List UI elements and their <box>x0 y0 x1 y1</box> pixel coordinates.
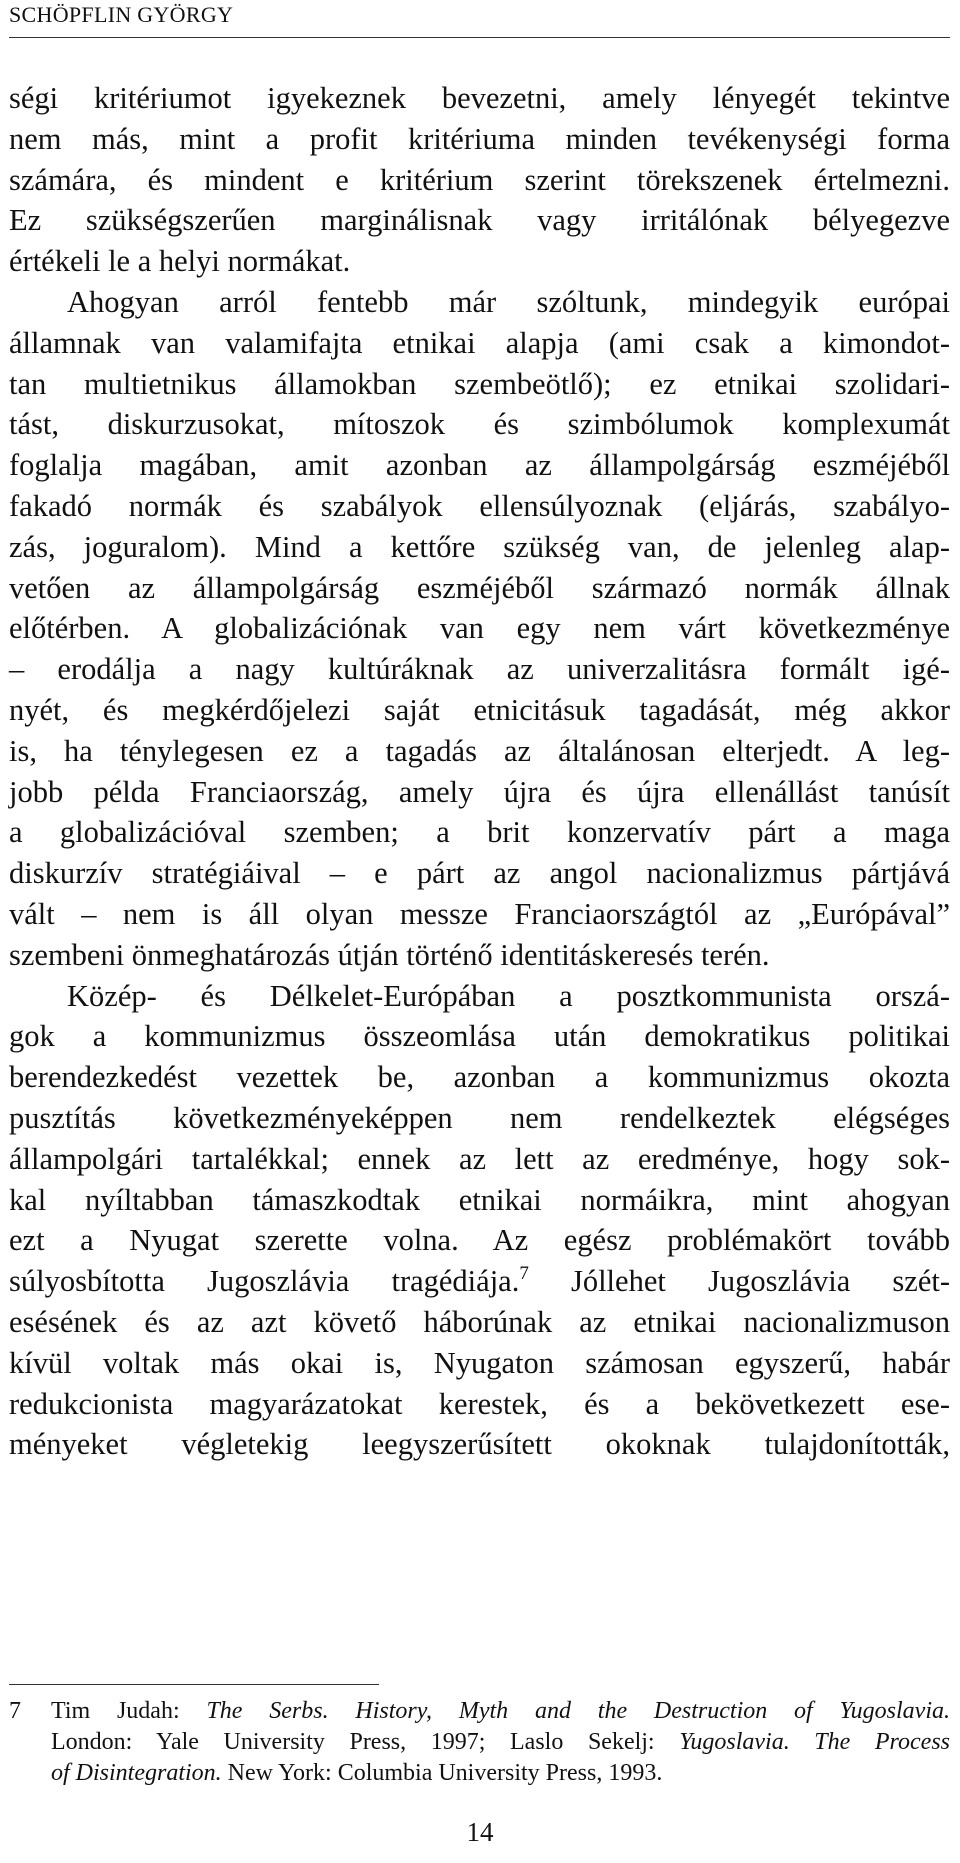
text-line: esésének és az azt követő háborúnak az etnikai nacionalizmuson <box>9 1304 950 1339</box>
text-line: kal nyíltabban támaszkodtak etnikai normáikra, mint ahogyan <box>9 1182 950 1217</box>
text-line: ezt a Nyugat szerette volna. Az egész problémakört tovább <box>9 1223 950 1258</box>
header-rule <box>9 37 950 38</box>
running-header: SCHÖPFLIN GYÖRGY <box>9 2 234 27</box>
text-segment: súlyosbította Jugoszlávia tragédiája. <box>9 1264 520 1299</box>
text-line: Közép- és Délkelet-Európában a posztkommunista orszá- <box>67 978 950 1013</box>
text-line: tan multietnikus államokban szembeötlő); ez etnikai szolidari- <box>9 366 950 401</box>
footnote-title: The Serbs. History, Myth and the Destruction of Yugoslavia. <box>206 1698 951 1724</box>
text-line: zás, joguralom). Mind a kettőre szükség van, de jelenleg alap- <box>9 529 950 564</box>
text-line: nyét, és megkérdőjelezi saját etnicitásuk tagadását, még akkor <box>9 692 950 727</box>
text-line: berendezkedést vezettek be, azonban a kommunizmus okozta <box>9 1060 950 1095</box>
text-line: ményeket végletekig leegyszerűsített okoknak tulajdonították, <box>9 1427 950 1462</box>
text-line: előtérben. A globalizációnak van egy nem várt következménye <box>9 611 950 646</box>
footnote-ref: 7 <box>519 1263 529 1285</box>
footnote-line <box>51 1758 950 1789</box>
text-line: pusztítás következményeképpen nem rendelkeztek elégséges <box>9 1100 950 1135</box>
text-line: vált – nem is áll olyan messze Franciaországtól az „Európával” <box>9 896 950 931</box>
text-line: számára, és mindent e kritérium szerint törekszenek értelmezni. <box>9 162 950 197</box>
text-line: foglalja magában, amit azonban az állampolgárság eszméjéből <box>9 448 950 483</box>
text-segment: Jóllehet Jugoszlávia szét- <box>570 1264 950 1299</box>
footnote-body <box>51 1696 950 1789</box>
footnote-rule <box>9 1684 379 1685</box>
text-line: kívül voltak más okai is, Nyugaton számosan egyszerű, habár <box>9 1345 950 1380</box>
footnote-text: New York: Columbia University Press, 1993. <box>221 1760 663 1786</box>
footnote-text: London: Yale University Press, 1997; Laslo Sekelj: <box>51 1729 680 1755</box>
text-line: is, ha ténylegesen ez a tagadás az általánosan elterjedt. A leg- <box>9 733 950 768</box>
text-line-with-footnote <box>9 1261 950 1302</box>
text-line: – erodálja a nagy kultúráknak az univerzalitásra formált igé- <box>9 652 950 687</box>
footnote <box>9 1696 950 1789</box>
text-line: diskurzív stratégiáival – e párt az angol nacionalizmus pártjává <box>9 856 950 891</box>
text-line: szembeni önmeghatározás útján történő identitáskeresés terén. <box>9 937 770 972</box>
text-line: állampolgári tartalékkal; ennek az lett az eredménye, hogy sok- <box>9 1141 950 1176</box>
text-line: redukcionista magyarázatokat kerestek, és a bekövetkezett ese- <box>9 1386 950 1421</box>
footnote-author: Tim Judah: <box>51 1698 207 1724</box>
text-line: fakadó normák és szabályok ellensúlyoznak (eljárás, szabályo- <box>9 488 950 523</box>
body-text <box>9 78 950 1465</box>
footnote-line <box>51 1727 950 1758</box>
text-line: gok a kommunizmus összeomlása után demokratikus politikai <box>9 1019 950 1054</box>
text-line: nem más, mint a profit kritériuma minden tevékenységi forma <box>9 121 950 156</box>
text-line: jobb példa Franciaország, amely újra és újra ellenállást tanúsít <box>9 774 950 809</box>
text-line: a globalizációval szemben; a brit konzervatív párt a maga <box>9 815 950 850</box>
footnote-title: of Disintegration. <box>51 1760 222 1786</box>
text-line: vetően az állampolgárság eszméjéből származó normák állnak <box>9 570 950 605</box>
text-line: Ahogyan arról fentebb már szóltunk, mindegyik európai <box>67 284 950 319</box>
text-line: értékeli le a helyi normákat. <box>9 244 351 279</box>
page-number: 14 <box>466 1817 494 1847</box>
text-line: Ez szükségszerűen marginálisnak vagy irritálónak bélyegezve <box>9 203 950 238</box>
footnote-number: 7 <box>9 1698 21 1724</box>
text-line: államnak van valamifajta etnikai alapja (ami csak a kimondot- <box>9 325 950 360</box>
text-line: ségi kritériumot igyekeznek bevezetni, amely lényegét tekintve <box>9 81 950 115</box>
footnote-line <box>51 1696 950 1727</box>
footnote-title: Yugoslavia. The Process <box>679 1729 950 1755</box>
text-line: tást, diskurzusokat, mítoszok és szimbólumok komplexumát <box>9 407 950 442</box>
